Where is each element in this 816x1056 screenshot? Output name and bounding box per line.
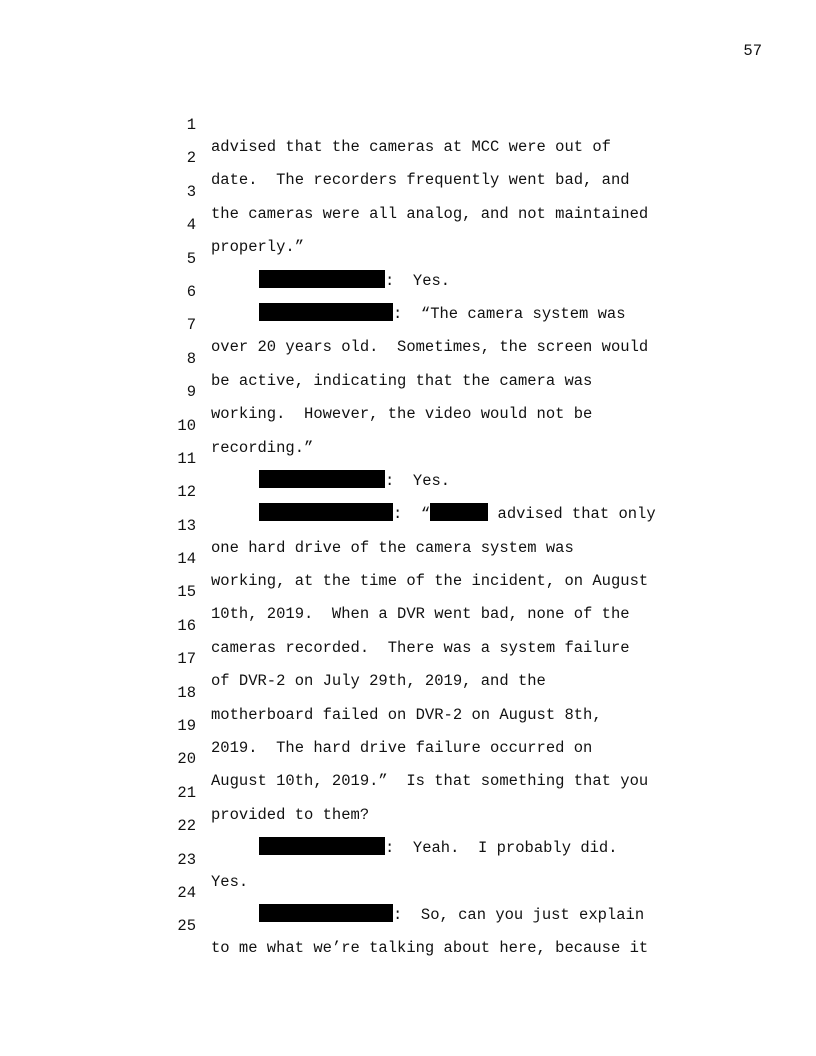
line-number: 18	[177, 683, 196, 702]
line-text: : Yeah. I probably did.	[385, 839, 618, 858]
line-text: : “The camera system was	[393, 304, 626, 323]
line-text: advised that the cameras at MCC were out of	[211, 138, 611, 156]
line-text: 2019. The hard drive failure occurred on	[211, 739, 593, 758]
line-number: 8	[186, 349, 196, 368]
line-text: be active, indicating that the camera was	[211, 371, 593, 390]
line-number: 4	[186, 216, 196, 235]
line-text: working, at the time of the incident, on August	[211, 572, 649, 591]
line-number: 17	[177, 650, 196, 669]
line-number: 16	[177, 616, 196, 635]
line-text: advised that only	[488, 505, 656, 524]
transcript-line	[0, 526, 816, 591]
line-text: 10th, 2019. When a DVR went bad, none of the	[211, 605, 630, 624]
transcript-line	[0, 593, 816, 657]
line-text: cameras recorded. There was a system failure	[211, 638, 630, 657]
line-text: properly.”	[211, 238, 305, 257]
line-number: 6	[186, 282, 196, 301]
line-number: 23	[177, 850, 196, 869]
line-text: of DVR-2 on July 29th, 2019, and the	[211, 672, 546, 691]
page-number: 57	[743, 42, 762, 60]
transcript-line	[0, 626, 816, 691]
line-text: : “	[393, 505, 431, 524]
line-number: 20	[177, 750, 196, 769]
line-number: 14	[177, 550, 196, 569]
transcript-line	[0, 125, 816, 190]
line-number: 3	[186, 182, 196, 201]
transcript-line	[0, 793, 816, 858]
transcript-line	[0, 359, 816, 424]
transcript-line	[0, 726, 816, 791]
transcript-line	[0, 827, 816, 891]
transcript-line	[0, 259, 816, 323]
line-text: August 10th, 2019.” Is that something that you	[211, 772, 649, 791]
line-number: 10	[177, 416, 196, 435]
line-number: 19	[177, 717, 196, 736]
transcript-line	[0, 326, 816, 390]
line-text: : So, can you just explain	[393, 905, 645, 924]
line-text: : Yes.	[385, 471, 451, 490]
line-text: date. The recorders frequently went bad, and	[211, 171, 630, 190]
line-number: 25	[177, 917, 196, 936]
line-text: to me what we’re talking about here, because it	[211, 939, 649, 958]
transcript-line	[0, 192, 816, 257]
line-text: over 20 years old. Sometimes, the screen would	[211, 338, 649, 357]
transcript-line	[0, 393, 816, 457]
transcript-line	[0, 893, 816, 958]
transcript-line	[0, 760, 816, 824]
line-number: 2	[186, 149, 196, 168]
transcript-line	[0, 292, 816, 357]
line-number: 11	[177, 449, 196, 468]
line-number: 21	[177, 783, 196, 802]
line-text: one hard drive of the camera system was	[211, 538, 574, 557]
transcript-line	[0, 159, 816, 223]
transcript-line	[0, 226, 816, 290]
line-text: motherboard failed on DVR-2 on August 8th,	[211, 705, 602, 724]
transcript-line	[0, 693, 816, 758]
line-text: recording.”	[211, 438, 314, 457]
transcript-line	[0, 660, 816, 724]
transcript-body	[0, 92, 816, 958]
line-number: 9	[186, 383, 196, 402]
line-text: the cameras were all analog, and not maintained	[211, 204, 649, 223]
transcript-line	[0, 426, 816, 490]
transcript-line	[0, 92, 816, 156]
line-text: : Yes.	[385, 271, 451, 290]
line-number: 15	[177, 583, 196, 602]
line-number: 7	[186, 316, 196, 335]
line-text: provided to them?	[211, 805, 370, 824]
line-text: working. However, the video would not be	[211, 405, 593, 424]
transcript-line	[0, 559, 816, 624]
line-number: 13	[177, 516, 196, 535]
line-number: 5	[186, 249, 196, 268]
transcript-line	[0, 459, 816, 524]
line-number: 22	[177, 817, 196, 836]
line-number: 1	[186, 116, 196, 134]
line-number: 24	[177, 883, 196, 902]
line-text: Yes.	[211, 872, 249, 891]
transcript-line	[0, 493, 816, 557]
transcript-line	[0, 860, 816, 924]
line-number: 12	[177, 483, 196, 502]
